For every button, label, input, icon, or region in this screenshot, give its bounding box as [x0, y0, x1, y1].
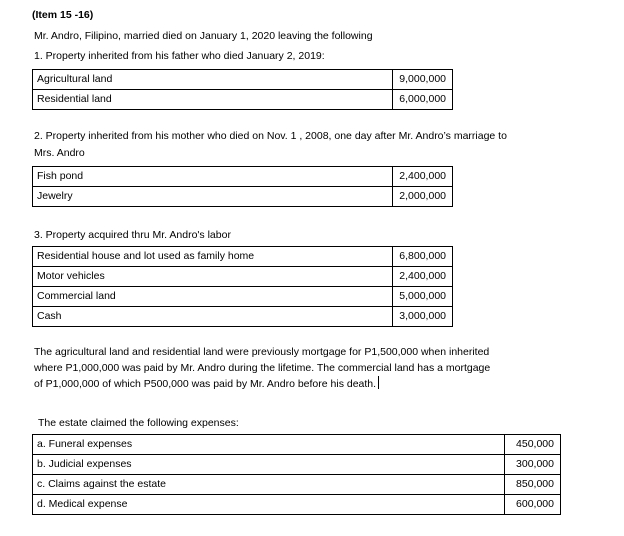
item-reference: (Item 15 -16) — [32, 9, 94, 21]
mortgage-note — [34, 344, 594, 392]
expense-amount: 850,000 — [505, 475, 561, 495]
section3-heading: 3. Property acquired thru Mr. Andro's labor — [34, 229, 231, 241]
property-label: Residential land — [33, 90, 393, 110]
property-amount: 6,800,000 — [393, 247, 453, 267]
property-label: Cash — [33, 307, 393, 327]
property-amount: 5,000,000 — [393, 287, 453, 307]
property-amount: 6,000,000 — [393, 90, 453, 110]
table-row — [33, 475, 561, 495]
expenses-table — [32, 434, 561, 515]
section1-table — [32, 69, 453, 110]
property-amount: 2,400,000 — [393, 167, 453, 187]
table-row — [33, 455, 561, 475]
expense-label: a. Funeral expenses — [33, 435, 505, 455]
expense-label: d. Medical expense — [33, 495, 505, 515]
section2-heading-line1: 2. Property inherited from his mother who died on Nov. 1 , 2008, one day after Mr. Andro’s marriage to — [34, 130, 507, 142]
property-amount: 9,000,000 — [393, 70, 453, 90]
table-row — [33, 307, 453, 327]
expense-amount: 600,000 — [505, 495, 561, 515]
property-amount: 2,000,000 — [393, 187, 453, 207]
property-label: Jewelry — [33, 187, 393, 207]
property-label: Agricultural land — [33, 70, 393, 90]
property-label: Fish pond — [33, 167, 393, 187]
table-row — [33, 435, 561, 455]
text-cursor — [378, 376, 379, 389]
expense-label: b. Judicial expenses — [33, 455, 505, 475]
table-row — [33, 70, 453, 90]
section2-heading-line2: Mrs. Andro — [34, 147, 85, 159]
expense-amount: 450,000 — [505, 435, 561, 455]
table-row — [33, 247, 453, 267]
property-amount: 2,400,000 — [393, 267, 453, 287]
mortgage-note-line1: The agricultural land and residential land were previously mortgage for P1,500,000 when inherited — [34, 346, 490, 358]
mortgage-note-line3: of P1,000,000 of which P500,000 was paid by Mr. Andro before his death. — [34, 378, 377, 390]
table-row — [33, 495, 561, 515]
section3-table — [32, 246, 453, 327]
table-row — [33, 167, 453, 187]
intro-text: Mr. Andro, Filipino, married died on January 1, 2020 leaving the following — [34, 30, 373, 42]
property-label: Commercial land — [33, 287, 393, 307]
section2-table — [32, 166, 453, 207]
table-row — [33, 187, 453, 207]
mortgage-note-line2: where P1,000,000 was paid by Mr. Andro during the lifetime. The commercial land has a mortgage — [34, 362, 491, 374]
table-row — [33, 267, 453, 287]
expenses-heading: The estate claimed the following expenses: — [38, 417, 239, 429]
property-label: Residential house and lot used as family home — [33, 247, 393, 267]
section1-heading: 1. Property inherited from his father who died January 2, 2019: — [34, 50, 325, 62]
property-label: Motor vehicles — [33, 267, 393, 287]
property-amount: 3,000,000 — [393, 307, 453, 327]
expense-amount: 300,000 — [505, 455, 561, 475]
table-row — [33, 90, 453, 110]
table-row — [33, 287, 453, 307]
mortgage-note-line3-wrap — [34, 376, 594, 392]
expense-label: c. Claims against the estate — [33, 475, 505, 495]
